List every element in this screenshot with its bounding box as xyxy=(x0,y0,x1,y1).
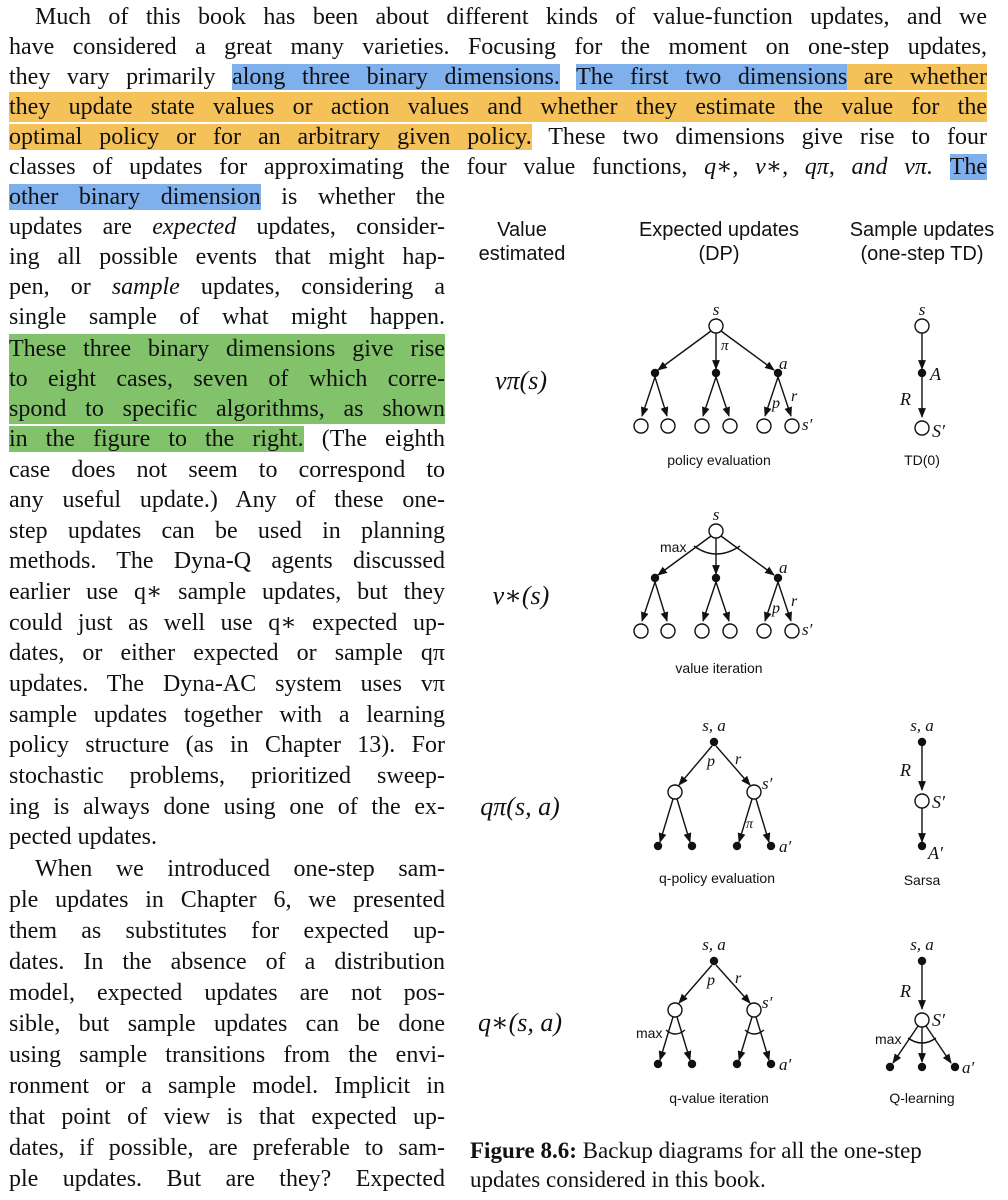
symbol-s: s xyxy=(918,300,926,319)
diagram-label: policy evaluation xyxy=(667,452,771,468)
text-line: policy structure (as in Chapter 13). For xyxy=(9,732,445,758)
symbol-a: a xyxy=(779,354,788,373)
row-label-vstar: v∗(s) xyxy=(492,581,550,610)
text-line: single sample of what might happen. xyxy=(9,304,445,330)
text-line: step updates can be used in planning xyxy=(9,518,445,544)
symbol-Sprime: S′ xyxy=(932,421,945,441)
symbol-r: r xyxy=(791,388,798,405)
symbol-Aprime: A′ xyxy=(928,843,943,863)
text-line: case does not seem to correspond to xyxy=(9,457,445,483)
highlight-green: spond to specific algorithms, as shown xyxy=(9,396,445,422)
text-line: have considered a great many varieties. Focusing for the moment on one-step updates, xyxy=(9,34,987,60)
row-label-vpi: vπ(s) xyxy=(495,366,547,395)
symbol-R: R xyxy=(900,760,911,780)
column-header-value: Value estimated xyxy=(478,219,566,265)
symbol-pi: π xyxy=(746,817,754,832)
symbol-sprime: s′ xyxy=(802,415,813,434)
symbol-r: r xyxy=(735,751,742,768)
symbol-a: a xyxy=(779,558,788,577)
symbol-A: A xyxy=(930,364,941,384)
diagram-label: q-value iteration xyxy=(669,1090,769,1106)
text-line: ing all possible events that might hap- xyxy=(9,244,445,270)
row-label-qpi: qπ(s, a) xyxy=(480,792,560,821)
symbol-sa: s, a xyxy=(702,716,726,735)
text-line: ple updates. But are they? Expected xyxy=(9,1166,445,1192)
text-line: optimal policy or for an arbitrary given policy. These two dimensions give rise to four xyxy=(9,124,987,150)
column-header-expected: Expected updates (DP) xyxy=(638,219,800,265)
text-line: sible, but sample updates can be done xyxy=(9,1011,445,1037)
text-line: ronment or a sample model. Implicit in xyxy=(9,1073,445,1099)
symbol-max: max xyxy=(875,1031,902,1047)
symbol-R: R xyxy=(900,981,911,1001)
text-line: methods. The Dyna-Q agents discussed xyxy=(9,548,445,574)
highlight-blue: along three binary dimensions. xyxy=(232,64,560,90)
symbol-sa: s, a xyxy=(910,716,934,735)
highlight-green: to eight cases, seven of which corre- xyxy=(9,366,445,392)
symbol-sa: s, a xyxy=(910,935,934,954)
symbol-sa: s, a xyxy=(702,935,726,954)
symbol-sprime: s′ xyxy=(762,774,773,793)
text-line: in the figure to the right. (The eighth xyxy=(9,426,446,452)
symbol-s: s xyxy=(712,300,720,319)
text-line: pen, or sample updates, considering a xyxy=(9,274,445,300)
symbol-aprime: a′ xyxy=(962,1058,975,1077)
symbol-r: r xyxy=(735,970,742,987)
symbol-max: max xyxy=(636,1025,663,1041)
text-line: using sample transitions from the envi- xyxy=(9,1042,445,1068)
text-line: updates are expected updates, consider- xyxy=(9,214,445,240)
text-line: that point of view is that expected up- xyxy=(9,1104,445,1130)
text-line: dates. In the absence of a distribution xyxy=(9,949,445,975)
symbol-p: p xyxy=(772,600,780,617)
highlight-orange: they update state values or action values and whether they estimate the value for the xyxy=(9,94,987,120)
symbol-max: max xyxy=(660,539,687,555)
diagram-label: value iteration xyxy=(675,660,763,676)
text-line: Much of this book has been about different kinds of value-function updates, and we xyxy=(35,4,987,30)
symbol-p: p xyxy=(707,972,715,989)
highlight-green: These three binary dimensions give rise xyxy=(9,336,445,362)
text-line: dates, if possible, are preferable to sam- xyxy=(9,1135,445,1161)
highlight-orange: are whether xyxy=(847,64,988,90)
text-line: model, expected updates are not pos- xyxy=(9,980,445,1006)
symbol-r: r xyxy=(791,593,798,610)
caption-label: Figure 8.6: xyxy=(470,1138,577,1163)
symbol-Sprime: S′ xyxy=(932,792,945,812)
column-header-sample: Sample updates (one-step TD) xyxy=(849,219,995,265)
highlight-blue: The xyxy=(949,154,988,180)
text-line: pected updates. xyxy=(9,824,157,850)
symbol-p: p xyxy=(772,395,780,412)
symbol-Sprime: S′ xyxy=(932,1010,945,1030)
symbol-aprime: a′ xyxy=(779,1055,792,1074)
text-line: earlier use q∗ sample updates, but they xyxy=(9,579,445,605)
highlight-green: in the figure to the right. xyxy=(9,426,304,452)
highlight-blue: The first two dimensions xyxy=(576,64,848,90)
text-line: could just as well use q∗ expected up- xyxy=(9,610,445,636)
symbol-sprime: s′ xyxy=(802,620,813,639)
diagram-label: q-policy evaluation xyxy=(659,870,775,886)
text-line: ing is always done using one of the ex- xyxy=(9,794,445,820)
diagram-label: Q-learning xyxy=(889,1090,955,1106)
text-line: sample updates together with a learning xyxy=(9,702,445,728)
text-line: stochastic problems, prioritized sweep- xyxy=(9,763,445,789)
symbol-R: R xyxy=(900,389,911,409)
highlight-orange: optimal policy or for an arbitrary given policy. xyxy=(9,124,532,150)
diagram-label: TD(0) xyxy=(904,452,940,468)
text-line: updates. The Dyna-AC system uses vπ xyxy=(9,671,445,697)
text-line: they vary primarily along three binary dimensions. The first two dimensions are whether xyxy=(9,64,988,90)
diagram-label: Sarsa xyxy=(903,872,941,888)
row-label-qstar: q∗(s, a) xyxy=(477,1008,563,1037)
symbol-p: p xyxy=(707,753,715,770)
text-line: ple updates in Chapter 6, we presented xyxy=(9,887,445,913)
symbol-aprime: a′ xyxy=(779,837,792,856)
text-line: other binary dimension is whether the xyxy=(9,184,446,210)
symbol-s: s xyxy=(712,505,720,524)
highlight-blue: other binary dimension xyxy=(9,184,261,210)
text-line: them as substitutes for expected up- xyxy=(9,918,445,944)
text-line: any useful update.) Any of these one- xyxy=(9,487,445,513)
symbol-pi: π xyxy=(721,338,729,354)
symbol-sprime: s′ xyxy=(762,993,773,1012)
text-line: classes of updates for approximating the four value functions, q∗, v∗, qπ, and vπ. The xyxy=(9,154,988,180)
text-line: When we introduced one-step sam- xyxy=(35,856,445,882)
figure-caption: Figure 8.6: Backup diagrams for all the one-step updates considered in this book. xyxy=(470,1138,922,1192)
text-line: dates, or either expected or sample qπ xyxy=(9,640,445,666)
